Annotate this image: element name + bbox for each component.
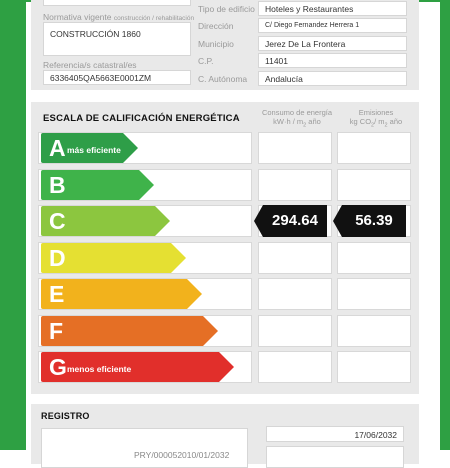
- class-letter: E: [49, 281, 65, 307]
- class-arrow-a: [41, 133, 138, 163]
- consumption-cell: [258, 351, 332, 383]
- address-value: C/ Diego Fernandez Herrera 1: [258, 18, 407, 33]
- consumption-cell: [258, 315, 332, 347]
- class-arrow-c: [41, 206, 170, 236]
- building-type-label: Tipo de edificio: [198, 4, 255, 14]
- class-letter: C: [49, 208, 66, 234]
- class-letter: F: [49, 317, 64, 344]
- regulation-value: CONSTRUCCIÓN 1860: [43, 22, 191, 56]
- green-border-left: [0, 0, 26, 450]
- class-arrow-e: [41, 279, 202, 309]
- class-arrow-g: [41, 352, 234, 382]
- building-type-value: Hoteles y Restaurantes: [258, 1, 407, 16]
- class-letter: A: [49, 135, 66, 161]
- class-letter: G: [49, 354, 67, 380]
- address-label: Dirección: [198, 21, 234, 31]
- building-data-panel: [31, 0, 419, 90]
- consumption-cell: [258, 278, 332, 310]
- emissions-cell: [337, 351, 411, 383]
- energy-rating-panel: [31, 102, 419, 394]
- green-border-right: [440, 0, 450, 450]
- rating-title: ESCALA DE CALIFICACIÓN ENERGÉTICA: [43, 113, 240, 124]
- emissions-cell: [337, 169, 411, 201]
- consumption-value-tag: 294.64: [263, 205, 327, 237]
- emissions-value-tag: 56.39: [342, 205, 406, 237]
- class-arrow-f: [41, 316, 218, 346]
- consumption-column-header: Consumo de energía $kW\cdot h / m_2$ año: [261, 108, 333, 129]
- postcode-label: C.P.: [198, 56, 214, 66]
- municipality-value: Jerez De La Frontera: [258, 36, 407, 51]
- registry-extra-box: [266, 446, 404, 468]
- class-letter: B: [49, 171, 66, 198]
- registry-number: PRY/000052010/01/2032: [41, 428, 248, 468]
- class-letter: D: [49, 244, 66, 271]
- registry-title: REGISTRO: [41, 411, 90, 421]
- region-label: C. Autónoma: [198, 74, 248, 84]
- consumption-cell: [258, 132, 332, 164]
- registry-panel: [31, 404, 419, 464]
- consumption-cell: [258, 242, 332, 274]
- class-caption: más eficiente: [67, 145, 121, 155]
- consumption-cell: [258, 169, 332, 201]
- registry-date: 17/06/2032: [266, 426, 404, 442]
- emissions-value-tag-notch: [333, 205, 342, 237]
- class-arrow-b: [41, 170, 154, 200]
- emissions-cell: [337, 315, 411, 347]
- cadastral-label: Referencia/s catastral/es: [43, 60, 137, 70]
- emissions-cell: [337, 132, 411, 164]
- emissions-cell: [337, 242, 411, 274]
- previous-field-box: [43, 0, 191, 6]
- class-arrow-d: [41, 243, 186, 273]
- consumption-value-tag-notch: [254, 205, 263, 237]
- emissions-column-header: Emisiones kg $CO_2/$ $m_2$ año: [349, 108, 403, 129]
- cadastral-value: 6336405QA5663E0001ZM: [43, 70, 191, 85]
- regulation-label: Normativa vigente construcción / rehabilitación: [43, 12, 195, 22]
- region-value: Andalucía: [258, 71, 407, 86]
- class-caption: menos eficiente: [67, 364, 132, 374]
- postcode-value: 11401: [258, 53, 407, 68]
- emissions-cell: [337, 278, 411, 310]
- municipality-label: Municipio: [198, 39, 234, 49]
